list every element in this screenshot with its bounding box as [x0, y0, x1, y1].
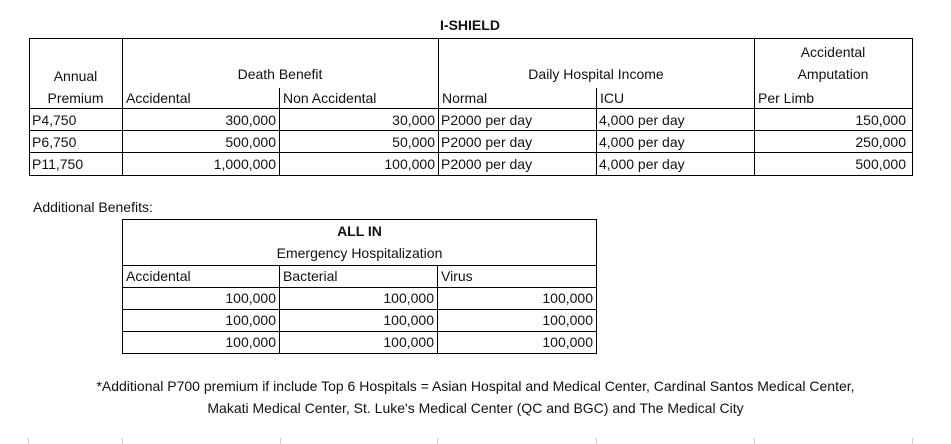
table-row-accidental: 100,000 — [225, 312, 276, 328]
accidental-amputation-header-line2: Amputation — [797, 66, 869, 82]
table-row-per-limb: 250,000 — [855, 134, 906, 150]
additional-benefits-label: Additional Benefits: — [33, 199, 153, 215]
accidental-subheader: Accidental — [126, 268, 191, 284]
non-accidental-subheader: Non Accidental — [283, 90, 377, 106]
page-title: I-SHIELD — [440, 17, 500, 33]
table-row-normal: P2000 per day — [441, 156, 533, 172]
table-row-accidental: 100,000 — [225, 290, 276, 306]
table-row-non-accidental: 30,000 — [392, 112, 435, 128]
table-row-bacterial: 100,000 — [383, 334, 434, 350]
table-row-normal: P2000 per day — [441, 112, 533, 128]
accidental-amputation-header-line1: Accidental — [800, 44, 866, 60]
per-limb-subheader: Per Limb — [758, 90, 815, 106]
table-row-non-accidental: 50,000 — [392, 134, 435, 150]
table-row-virus: 100,000 — [542, 312, 593, 328]
premium-benefits-table — [29, 38, 913, 176]
gridline-tick — [122, 438, 123, 444]
table-row-accidental: 500,000 — [225, 134, 276, 150]
gridline-tick — [596, 438, 597, 444]
table-row-non-accidental: 100,000 — [384, 156, 435, 172]
death-benefit-header: Death Benefit — [237, 66, 323, 82]
table-row-virus: 100,000 — [542, 290, 593, 306]
gridline-tick — [912, 438, 913, 444]
gridline-tick — [754, 438, 755, 444]
gridline-tick — [437, 438, 438, 444]
table-row-virus: 100,000 — [542, 334, 593, 350]
daily-hospital-income-header: Daily Hospital Income — [528, 66, 664, 82]
all-in-table — [122, 219, 597, 354]
table-row-premium: P4,750 — [32, 112, 77, 128]
table-row-accidental: 1,000,000 — [213, 156, 276, 172]
accidental-subheader: Accidental — [126, 90, 191, 106]
table-row-icu: 4,000 per day — [599, 112, 685, 128]
table-row-accidental: 100,000 — [225, 334, 276, 350]
table-row-per-limb: 500,000 — [855, 156, 906, 172]
table-row-icu: 4,000 per day — [599, 156, 685, 172]
all-in-title: ALL IN — [337, 223, 382, 239]
emergency-hospitalization-header: Emergency Hospitalization — [276, 245, 443, 261]
gridline-tick — [28, 438, 29, 444]
table-row-per-limb: 150,000 — [855, 112, 906, 128]
annual-header: Annual — [53, 68, 98, 84]
table-row-bacterial: 100,000 — [383, 312, 434, 328]
table-row-icu: 4,000 per day — [599, 134, 685, 150]
footnote-line-2: Makati Medical Center, St. Luke's Medical Center (QC and BGC) and The Medical City — [207, 400, 744, 416]
virus-subheader: Virus — [441, 268, 473, 284]
table-row-normal: P2000 per day — [441, 134, 533, 150]
icu-subheader: ICU — [600, 90, 625, 106]
table-row-accidental: 300,000 — [225, 112, 276, 128]
table-row-premium: P6,750 — [32, 134, 77, 150]
normal-subheader: Normal — [442, 90, 488, 106]
premium-header: Premium — [47, 90, 104, 106]
footnote-line-1: *Additional P700 premium if include Top 6 Hospitals = Asian Hospital and Medical Center, Cardinal Santos Medical Center, — [96, 378, 855, 394]
bacterial-subheader: Bacterial — [283, 268, 338, 284]
table-row-premium: P11,750 — [32, 156, 84, 172]
gridline-tick — [280, 438, 281, 444]
table-row-bacterial: 100,000 — [383, 290, 434, 306]
